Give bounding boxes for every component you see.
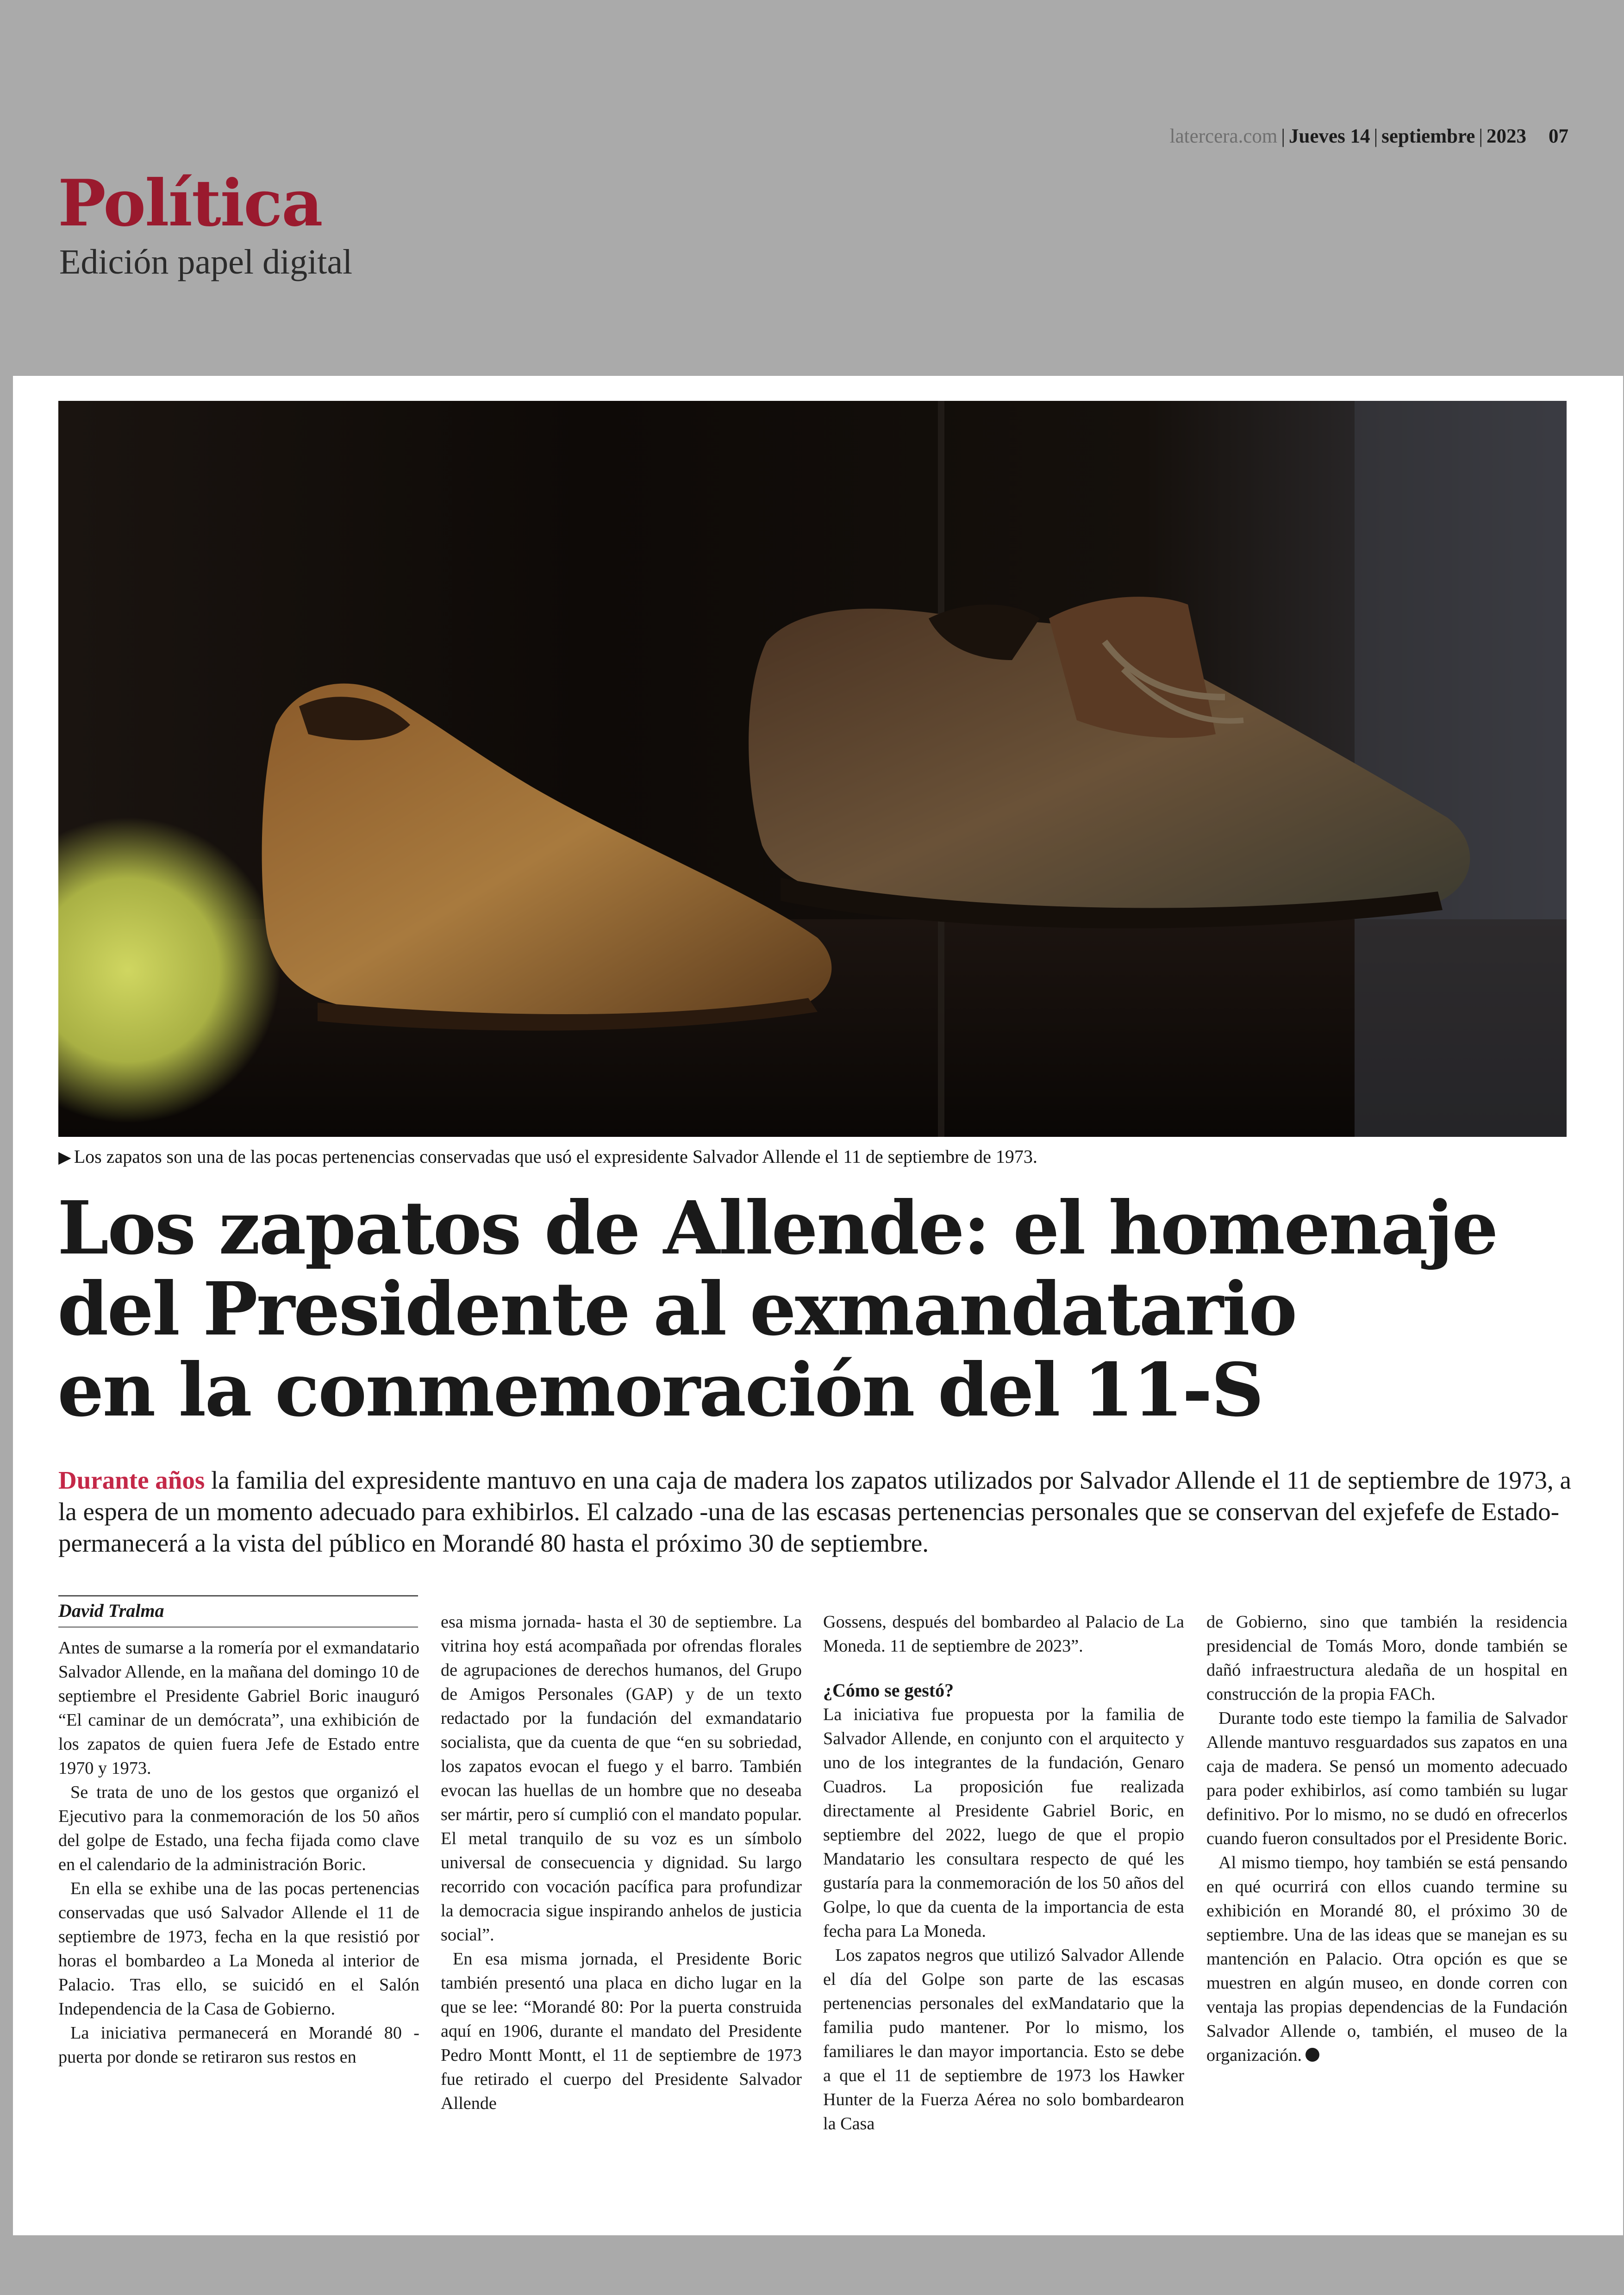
paragraph: En ella se exhibe una de las pocas pertenencias conservadas que usó Salvador Allende el 11 de septiembre de 1973, fecha en la que resistió por horas el bombardeo a La Moneda al interior de Palacio. Tras ello, se suicidó en el Salón Independencia de la Casa de Gobierno. <box>58 1879 419 2019</box>
date-month: septiembre <box>1381 125 1475 147</box>
site-link[interactable]: latercera.com <box>1169 125 1278 147</box>
lede-text: la familia del expresidente mantuvo en una caja de madera los zapatos utilizados por Salvador Allende el 11 de septiembre de 1973, a la espera de un momento adecuado para exhibirlos. El calzado -una de las escasas pertenencias personales que se conservan del exjefefe de Estado- permanecerá a la vista del público en Morandé 80 hasta el próximo 30 de septiembre. <box>58 1466 1571 1557</box>
end-of-article-icon <box>1305 2048 1319 2062</box>
edition-label: Edición papel digital <box>59 243 353 281</box>
paragraph: Antes de sumarse a la romería por el exmandatario Salvador Allende, en la mañana del domingo 10 de septiembre el Presidente Gabriel Boric inauguró “El caminar de un demócrata”, una exhibición de los zapatos de quien fuera Jefe de Estado entre 1970 y 1973. <box>58 1638 419 1778</box>
article-photo <box>58 401 1567 1137</box>
article-page <box>13 376 1623 2235</box>
photo-caption <box>58 1146 1567 1167</box>
closing-paragraph-text: Al mismo tiempo, hoy también se está pensando en qué ocurrirá con ellos cuando termine su exhibición en Morandé 80, el próximo 30 de septiembre. Una de las ideas que se manejan es su mantención en Palacio. Otra opción es que se muestren en algún museo, en donde corren con ventaja las propias dependencias de la Fundación Salvador Allende o, también, el museo de la organización. <box>1206 1853 1568 2065</box>
dateline: latercera.com | Jueves 14 | septiembre | 2023 07 <box>1169 125 1568 147</box>
paragraph: En esa misma jornada, el Presidente Boric también presentó una placa en dicho lugar en la que se lee: “Morandé 80: Por la puerta construida aquí en 1906, durante el mandato del Presidente Pedro Montt Montt, el 11 de septiembre de 1973 fue retirado el cuerpo del Presidente Salvador Allende <box>441 1949 802 2113</box>
headline-line-2: del Presidente al exmandatario <box>57 1266 1296 1352</box>
caption-text: Los zapatos son una de las pocas pertenencias conservadas que usó el expresidente Salvador Allende el 11 de septiembre de 1973. <box>74 1146 1037 1167</box>
paragraph <box>1206 1851 1568 2067</box>
byline-rule-bottom <box>58 1627 418 1628</box>
date-day: Jueves 14 <box>1288 125 1370 147</box>
paragraph: esa misma jornada- hasta el 30 de septiembre. La vitrina hoy está acompañada por ofrendas florales de agrupaciones de derechos humanos, del Grupo de Amigos Personales (GAP) y de un texto redactado por la fundación del exmandatario socialista, que da cuenta de que “en su sobriedad, los zapatos evocan el fuego y el barro. También evocan las huellas de un hombre que no deseaba ser mártir, pero sí cumplió con el mandato popular. El metal tranquilo de su voz es un símbolo universal de consecuencia y dignidad. Su largo recorrido con vocación pacífica para profundizar la democracia sigue inspirando anhelos de justicia social”. <box>441 1612 802 1945</box>
lede-kicker: Durante años <box>58 1466 205 1494</box>
page-header <box>0 0 1624 375</box>
article-lede <box>58 1465 1572 1559</box>
paragraph: Se trata de uno de los gestos que organizó el Ejecutivo para la conmemoración de los 50 años del golpe de Estado, una fecha fijada como clave en el calendario de la administración Boric. <box>58 1783 419 1874</box>
byline: David Tralma <box>58 1600 164 1621</box>
page-number: 07 <box>1549 125 1568 147</box>
paragraph: de Gobierno, sino que también la residencia presidencial de Tomás Moro, donde también se dañó infraestructura aledaña de un hospital en construcción de la propia FACh. <box>1206 1612 1568 1704</box>
body-column-1 <box>58 1636 419 2069</box>
body-column-2 <box>441 1610 802 2115</box>
headline-line-3: en la conmemoración del 11-S <box>57 1347 1263 1433</box>
subhead: ¿Cómo se gestó? <box>823 1680 954 1701</box>
byline-rule-top <box>58 1595 418 1597</box>
caption-arrow-icon: ▶ <box>58 1148 71 1166</box>
section-title: Política <box>58 165 322 241</box>
shoes-illustration <box>58 401 1567 1137</box>
paragraph: La iniciativa fue propuesta por la familia de Salvador Allende, en conjunto con el arquitecto y uno de los integrantes de la fundación, Genaro Cuadros. La proposición fue realizada directamente al Presidente Gabriel Boric, en septiembre del 2022, luego de que el propio Mandatario les consultara respecto de qué les gustaría para la conmemoración de los 50 años del Golpe, lo que da cuenta de la importancia de esta fecha para La Moneda. <box>823 1705 1184 1941</box>
body-column-4 <box>1206 1610 1568 2067</box>
paragraph: Gossens, después del bombardeo al Palacio de La Moneda. 11 de septiembre de 2023”. <box>823 1612 1184 1656</box>
article-headline <box>57 1185 1576 1433</box>
headline-line-1: Los zapatos de Allende: el homenaje <box>57 1185 1497 1271</box>
paragraph: Los zapatos negros que utilizó Salvador Allende el día del Golpe son parte de las escasas pertenencias personales del exMandatario que la familia pudo mantener. Por lo mismo, los familiares le dan mayor importancia. Esto se debe a que el 11 de septiembre de 1973 los Hawker Hunter de la Fuerza Aérea no solo bombardearon la Casa <box>823 1946 1184 2133</box>
date-year: 2023 <box>1487 125 1526 147</box>
paragraph: Durante todo este tiempo la familia de Salvador Allende mantuvo resguardados sus zapatos en una caja de madera. Se pensó un momento adecuado para poder exhibirlos, así como también su lugar definitivo. Por lo mismo, no se dudó en ofrecerlos cuando fueron consultados por el Presidente Boric. <box>1206 1709 1568 1848</box>
paragraph: La iniciativa permanecerá en Morandé 80 -puerta por donde se retiraron sus restos en <box>58 2023 419 2067</box>
body-column-3 <box>823 1610 1184 2136</box>
